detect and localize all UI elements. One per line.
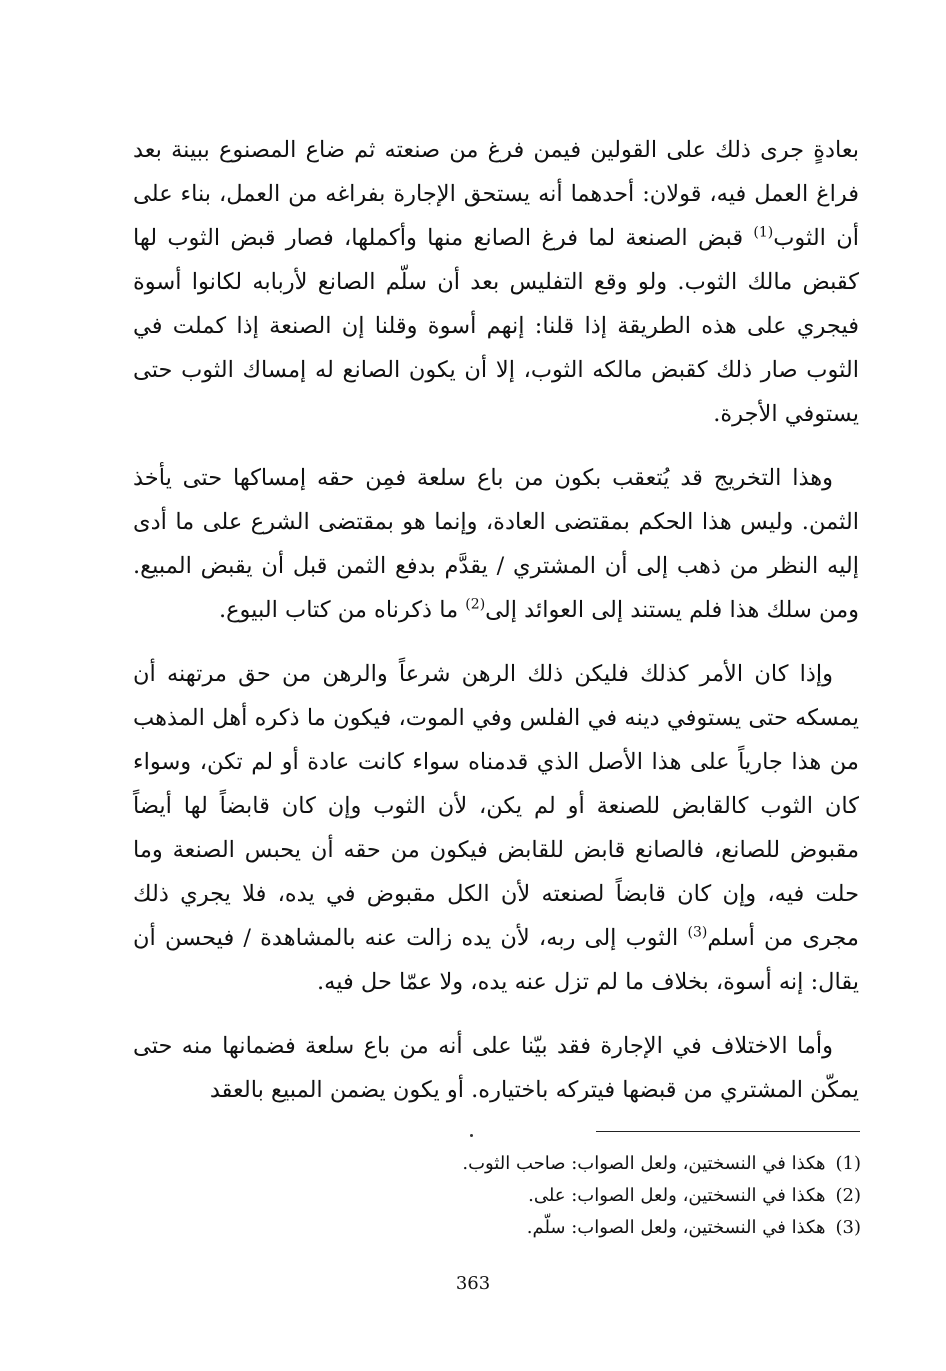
footnote-text: هكذا في النسختين، ولعل الصواب: على. <box>528 1185 826 1206</box>
footnote-marker-1: (1) <box>753 224 774 241</box>
paragraph-4 <box>133 1024 859 1112</box>
paragraph-1 <box>133 128 859 436</box>
footnote-marker-2: (2) <box>465 596 486 613</box>
footnote-2 <box>133 1180 861 1212</box>
footnote-text: هكذا في النسختين، ولعل الصواب: سلّم. <box>526 1217 826 1238</box>
paragraph-2 <box>133 456 859 632</box>
footnote-3 <box>133 1212 861 1244</box>
footnote-marker-3: (3) <box>687 924 708 941</box>
footnote-separator <box>596 1131 860 1132</box>
print-speck <box>470 1134 473 1137</box>
page-number: 363 <box>455 1273 491 1294</box>
footnote-1 <box>133 1148 861 1180</box>
paragraph-text: ما ذكرناه من كتاب البيوع. <box>218 597 466 623</box>
footnote-number: (2) <box>835 1185 861 1206</box>
main-text <box>133 128 859 1112</box>
paragraph-text: وإذا كان الأمر كذلك فليكن ذلك الرهن شرعاً والرهن من حق مرتهنه أن يمسكه حتى يستوفي دينه في الفلس وفي الموت، فيكون ما ذكره أهل المذهب من هذا جارياً على هذا الأصل الذي قدمناه سواء كانت عادة أو لم تكن، وسواء كان الثوب كالقابض للصنعة أو لم يكن، لأن الثوب وإن كان قابضاً لها أيضاً مقبوض للصانع، فالصانع قابض للقابض فيكون من حقه أن يحبس الصنعة وما حلت فيه، وإن كان قابضاً لصنعته لأن الكل مقبوض في يده، فلا يجري ذلك مجرى من أسلم <box>133 661 859 951</box>
footnote-number: (3) <box>835 1217 861 1238</box>
footnote-number: (1) <box>835 1153 861 1174</box>
paragraph-text: وهذا التخريج قد يُتعقب بكون من باع سلعة فمِن حقه إمساكها حتى يأخذ الثمن. وليس هذا الحكم بمقتضى العادة، وإنما هو بمقتضى الشرع على ما أدى إليه النظر من ذهب إلى أن المشتري / يقدَّم بدفع الثمن قبل أن يقبض المبيع. ومن سلك هذا فلم يستند إلى العوائد إلى <box>133 465 859 623</box>
paragraph-text: الثوب إلى ربه، لأن يده زالت عنه بالمشاهدة / فيحسن أن يقال: إنه أسوة، بخلاف ما لم تزل عنه يده، ولا عمّا حل فيه. <box>133 925 859 995</box>
paragraph-text: وأما الاختلاف في الإجارة فقد بيّنا على أنه من باع سلعة فضمانها منه حتى يمكّن المشتري من قبضها فيتركه باختياره. أو يكون يضمن المبيع بالعقد <box>133 1033 859 1103</box>
paragraph-text: بعادةٍ جرى ذلك على القولين فيمن فرغ من صنعته ثم ضاع المصنوع ببينة بعد فراغ العمل فيه، قولان: أحدهما أنه يستحق الإجارة بفراغه من العمل، بناء على أن الثوب <box>133 137 859 251</box>
footnotes <box>133 1148 861 1244</box>
paragraph-text: قبض الصنعة لما فرغ الصانع منها وأكملها، فصار قبض الثوب لها كقبض مالك الثوب. ولو وقع التفليس بعد أن سلّم الصانع لأربابه لكانوا أسوة فيجري على هذه الطريقة إذا قلنا: إنهم أسوة وقلنا إن الصنعة إذا كملت في الثوب صار ذلك كقبض مالكه الثوب، إلا أن يكون الصانع له إمساك الثوب حتى يستوفي الأجرة. <box>133 225 859 427</box>
paragraph-3 <box>133 652 859 1004</box>
footnote-text: هكذا في النسختين، ولعل الصواب: صاحب الثوب. <box>462 1153 826 1174</box>
